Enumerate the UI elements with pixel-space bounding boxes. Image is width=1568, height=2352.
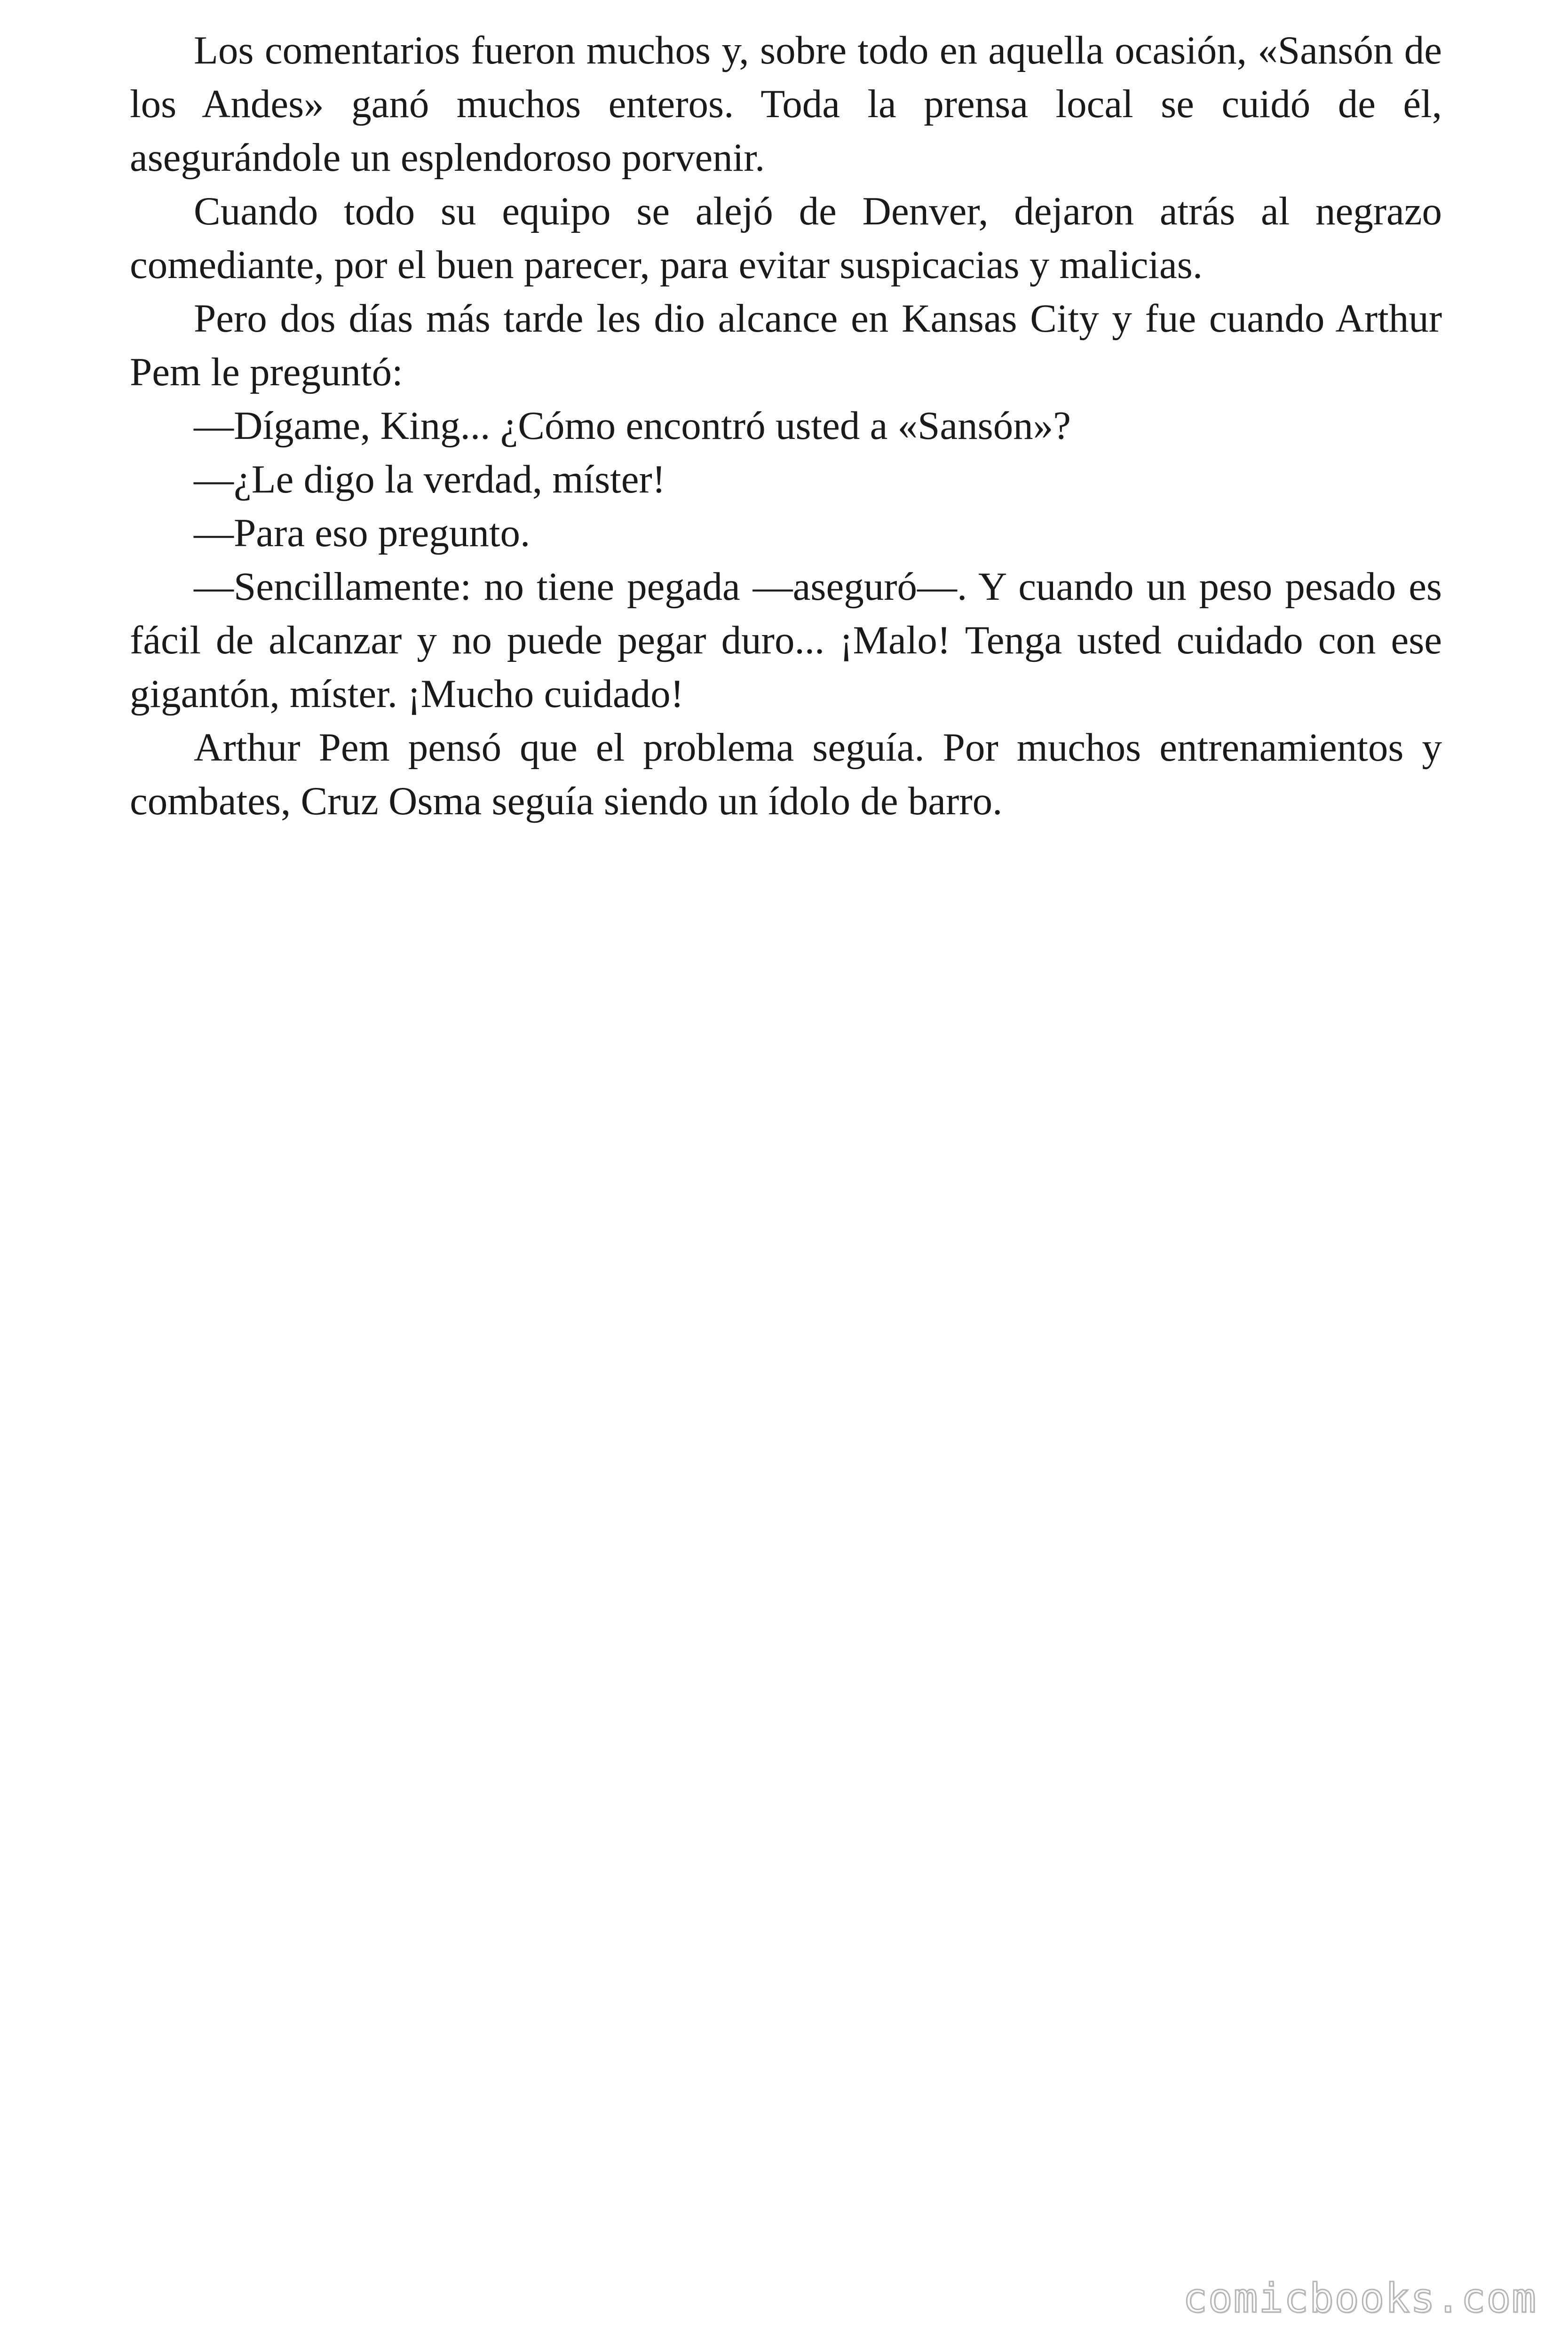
dialogue-line: —Para eso pregunto.	[194, 511, 531, 555]
watermark-logo: comicbooks.com	[1183, 2275, 1537, 2322]
paragraph: Los comentarios fueron muchos y, sobre todo en aquella ocasión, «Sansón de los Andes» ganó muchos enteros. Toda la prensa local se cuidó de él, asegurándole un esplendoroso porvenir.	[130, 28, 1442, 180]
page-text	[130, 24, 1442, 828]
dialogue-line: —Dígame, King... ¿Cómo encontró usted a «Sansón»?	[194, 404, 1071, 448]
paragraph: Cuando todo su equipo se alejó de Denver, dejaron atrás al negrazo comediante, por el buen parecer, para evitar suspicacias y malicias.	[130, 189, 1442, 287]
paragraph: Pero dos días más tarde les dio alcance en Kansas City y fue cuando Arthur Pem le preguntó:	[130, 296, 1442, 394]
dialogue-line: —¿Le digo la verdad, míster!	[194, 457, 666, 501]
paragraph: Arthur Pem pensó que el problema seguía. Por muchos entrenamientos y combates, Cruz Osma seguía siendo un ídolo de barro.	[130, 725, 1442, 823]
dialogue-line: —Sencillamente: no tiene pegada —aseguró—. Y cuando un peso pesado es fácil de alcanzar y no puede pegar duro... ¡Malo! Tenga usted cuidado con ese gigantón, míster. ¡Mucho cuidado!	[130, 564, 1442, 716]
